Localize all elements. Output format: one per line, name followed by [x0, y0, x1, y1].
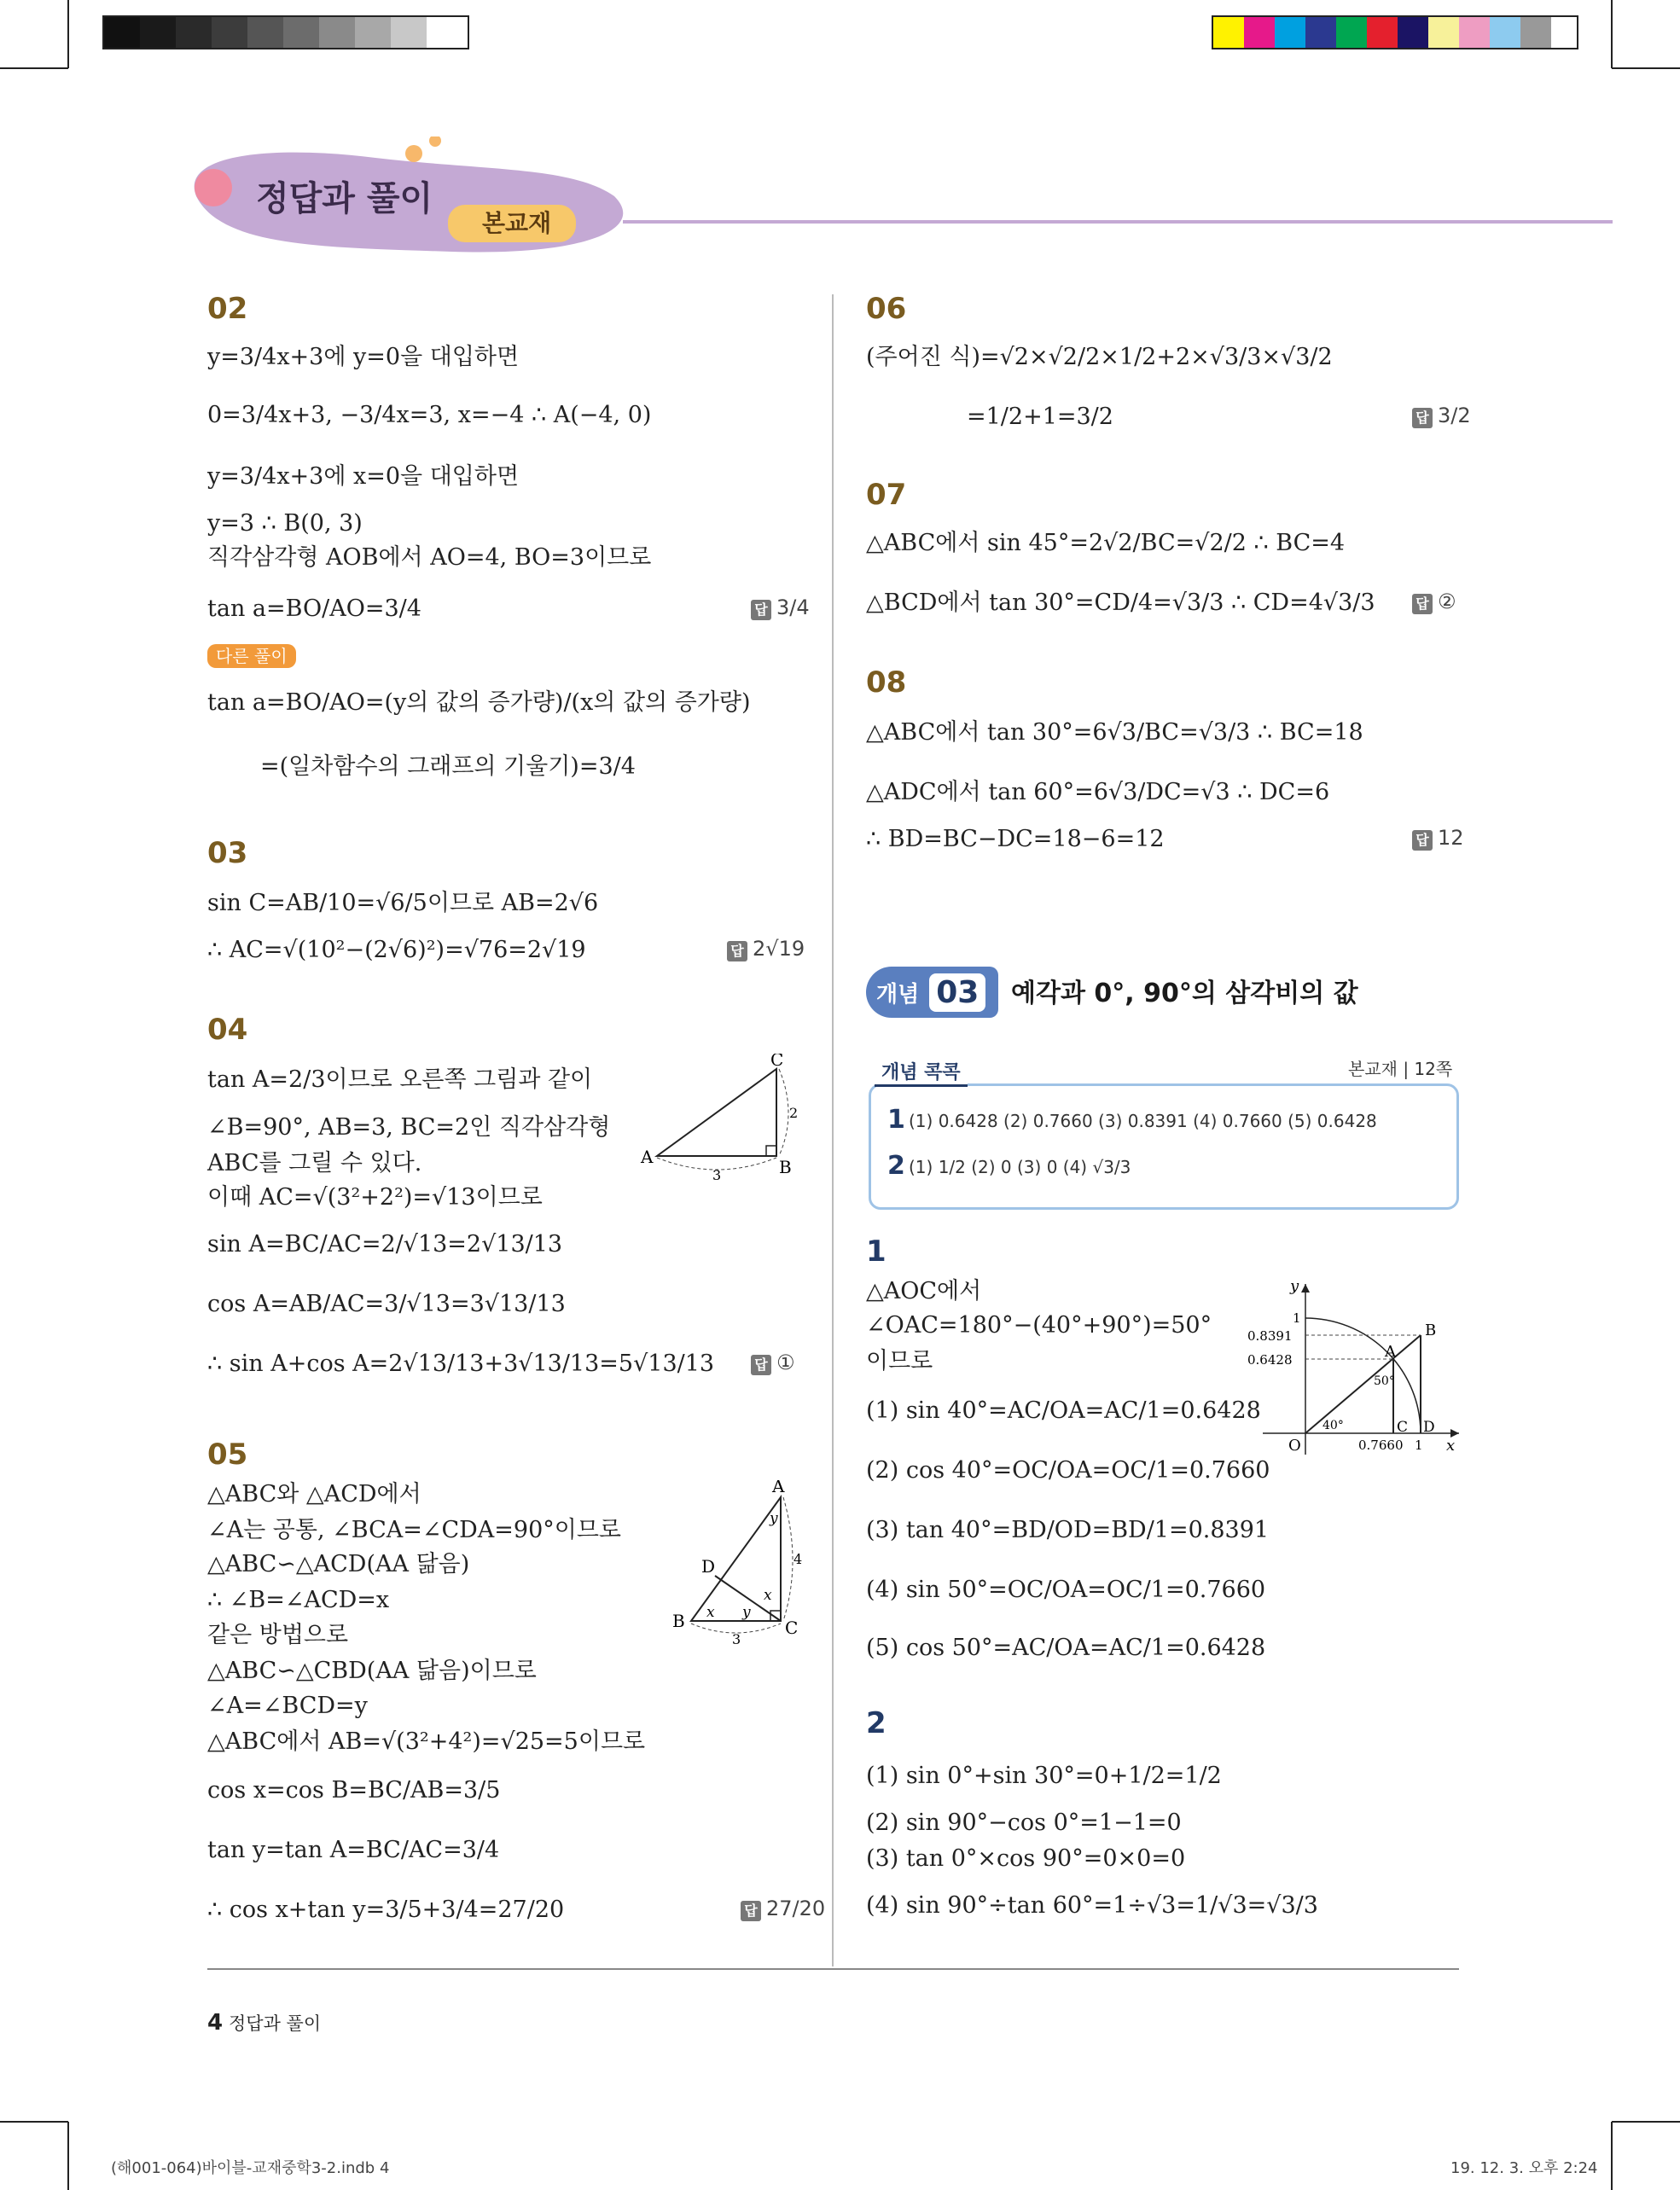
- text-line: (3) tan 40°=BD/OD=BD/1=0.8391: [866, 1517, 1270, 1543]
- text-line: ∠OAC=180°−(40°+90°)=50°: [866, 1312, 1212, 1339]
- vertex-label: C: [770, 1054, 784, 1070]
- triangle-figure-05: [666, 1480, 819, 1651]
- text-line: (1) sin 0°+sin 30°=0+1/2=1/2: [866, 1763, 1222, 1789]
- text-line: △ABC∽△ACD(AA 닮음): [207, 1551, 470, 1577]
- text-line: cos A=AB/AC=3/√13=3√13/13: [207, 1291, 566, 1317]
- text-line: =(일차함수의 그래프의 기울기)=3/4: [260, 753, 636, 780]
- text-line: (4) sin 50°=OC/OA=OC/1=0.7660: [866, 1577, 1266, 1603]
- text-line: ∴ BD=BC−DC=18−6=12: [866, 826, 1165, 852]
- side-label: 3: [712, 1167, 722, 1182]
- text-line: =1/2+1=3/2: [967, 404, 1113, 430]
- answer-badge: 답 3/4: [751, 597, 810, 620]
- box-row-number: 1: [887, 1105, 905, 1135]
- text-line: tan a=BO/AO=3/4: [207, 595, 421, 622]
- problem-number: 2: [866, 1706, 887, 1740]
- text-line: cos x=cos B=BC/AB=3/5: [207, 1777, 501, 1804]
- angle-label: y: [742, 1604, 751, 1621]
- angle-label: 40°: [1322, 1419, 1344, 1432]
- concept-label: 개념: [876, 981, 920, 1008]
- angle-label: y: [770, 1510, 778, 1527]
- text-line: △ABC에서 AB=√(3²+4²)=√25=5이므로: [207, 1728, 646, 1755]
- text-line: sin C=AB/10=√6/5이므로 AB=2√6: [207, 890, 599, 916]
- text-line: (2) sin 90°−cos 0°=1−1=0: [866, 1810, 1182, 1836]
- text-line: tan y=tan A=BC/AC=3/4: [207, 1837, 500, 1863]
- text-line: (1) sin 40°=AC/OA=AC/1=0.6428: [866, 1397, 1261, 1424]
- text-line: sin A=BC/AC=2/√13=2√13/13: [207, 1231, 563, 1258]
- point-label: B: [1425, 1322, 1437, 1339]
- alt-solution-tag: 다른 풀이: [207, 644, 296, 668]
- side-label: 2: [789, 1105, 799, 1121]
- text-line: △ADC에서 tan 60°=6√3/DC=√3 ∴ DC=6: [866, 779, 1330, 805]
- unit-circle-figure: [1246, 1275, 1468, 1459]
- page-number: 4: [207, 2010, 224, 2036]
- box-row-answers: (1) 1/2 (2) 0 (3) 0 (4) √3/3: [909, 1157, 1131, 1177]
- angle-label: 50°: [1374, 1374, 1395, 1388]
- text-line: △ABC에서 tan 30°=6√3/BC=√3/3 ∴ BC=18: [866, 719, 1363, 746]
- text-line: 직각삼각형 AOB에서 AO=4, BO=3이므로: [207, 544, 652, 571]
- tick-label: 1: [1415, 1438, 1423, 1453]
- side-label: 3: [732, 1631, 741, 1647]
- problem-number: 05: [207, 1438, 248, 1472]
- answer-badge: 답 2√19: [727, 938, 805, 961]
- header-tag: 본교재: [482, 209, 552, 237]
- text-line: (4) sin 90°÷tan 60°=1÷√3=1/√3=√3/3: [866, 1892, 1318, 1919]
- box-row-answers: (1) 0.6428 (2) 0.7660 (3) 0.8391 (4) 0.7660 (5) 0.6428: [909, 1111, 1377, 1131]
- text-line: ∠B=90°, AB=3, BC=2인 직각삼각형: [207, 1114, 611, 1141]
- concept-number: 03: [929, 973, 985, 1012]
- problem-number: 02: [207, 292, 248, 326]
- vertex-label: D: [701, 1556, 716, 1577]
- tick-label: 0.6428: [1247, 1352, 1293, 1368]
- angle-label: x: [764, 1587, 772, 1604]
- text-line: tan A=2/3이므로 오른쪽 그림과 같이: [207, 1066, 593, 1093]
- text-line: y=3/4x+3에 x=0을 대입하면: [207, 463, 520, 490]
- answer-badge: 답 3/2: [1412, 405, 1471, 428]
- problem-number: 04: [207, 1013, 248, 1047]
- page-title: 정답과 풀이: [256, 179, 433, 218]
- vertex-label: B: [779, 1157, 792, 1177]
- vertex-label: A: [641, 1147, 654, 1167]
- tick-label: 0.7660: [1358, 1438, 1404, 1453]
- text-line: tan a=BO/AO=(y의 값의 증가량)/(x의 값의 증가량): [207, 689, 751, 716]
- point-label: C: [1397, 1419, 1409, 1436]
- problem-number: 1: [866, 1234, 887, 1269]
- point-label: A: [1385, 1343, 1396, 1361]
- text-line: ∴ AC=√(10²−(2√6)²)=√76=2√19: [207, 937, 586, 963]
- vertex-label: C: [785, 1618, 799, 1638]
- mascot-icon: [195, 169, 232, 206]
- text-line: ABC를 그릴 수 있다.: [207, 1150, 422, 1176]
- answer-badge: 답 ②: [1412, 591, 1456, 614]
- text-line: (주어진 식)=√2×√2/2×1/2+2×√3/3×√3/2: [866, 344, 1333, 370]
- text-line: 0=3/4x+3, −3/4x=3, x=−4 ∴ A(−4, 0): [207, 402, 652, 428]
- text-line: ∠A는 공통, ∠BCA=∠CDA=90°이므로: [207, 1517, 622, 1543]
- text-line: △BCD에서 tan 30°=CD/4=√3/3 ∴ CD=4√3/3: [866, 590, 1375, 616]
- answer-badge: 답 12: [1412, 828, 1464, 851]
- text-line: (3) tan 0°×cos 90°=0×0=0: [866, 1845, 1186, 1872]
- footer-label: 정답과 풀이: [229, 2013, 322, 2034]
- text-line: y=3 ∴ B(0, 3): [207, 510, 363, 537]
- text-line: ∠A=∠BCD=y: [207, 1693, 368, 1719]
- problem-number: 03: [207, 836, 248, 870]
- axis-label: y: [1290, 1277, 1299, 1295]
- text-line: ∴ cos x+tan y=3/5+3/4=27/20: [207, 1897, 565, 1923]
- concept-box: [869, 1083, 1459, 1210]
- column-divider: [832, 294, 834, 1966]
- axis-label: x: [1446, 1437, 1456, 1455]
- answer-badge: 답 27/20: [741, 1898, 825, 1921]
- side-label: 4: [793, 1551, 803, 1567]
- text-line: 이때 AC=√(3²+2²)=√13이므로: [207, 1184, 543, 1211]
- vertex-label: A: [772, 1480, 785, 1496]
- text-line: ∴ ∠B=∠ACD=x: [207, 1587, 390, 1613]
- textbook-reference: 본교재 | 12쪽: [1348, 1059, 1453, 1079]
- footer-rule: [207, 1968, 1459, 1970]
- text-line: △AOC에서: [866, 1278, 982, 1304]
- text-line: y=3/4x+3에 y=0을 대입하면: [207, 344, 520, 370]
- text-line: 같은 방법으로: [207, 1622, 349, 1648]
- problem-number: 07: [866, 478, 907, 512]
- triangle-figure-04: [636, 1054, 806, 1182]
- text-line: (5) cos 50°=AC/OA=AC/1=0.6428: [866, 1635, 1266, 1661]
- problem-number: 08: [866, 665, 907, 700]
- tick-label: 0.8391: [1247, 1328, 1293, 1344]
- point-label: D: [1423, 1419, 1435, 1436]
- vertex-label: B: [672, 1611, 685, 1631]
- text-line: 이므로: [866, 1348, 933, 1374]
- concept-title: 예각과 0°, 90°의 삼각비의 값: [1011, 979, 1358, 1008]
- angle-label: x: [706, 1604, 715, 1621]
- text-line: △ABC∽△CBD(AA 닮음)이므로: [207, 1658, 537, 1684]
- answer-badge: 답 ①: [751, 1352, 795, 1375]
- text-line: △ABC와 △ACD에서: [207, 1481, 421, 1507]
- box-row-number: 2: [887, 1151, 905, 1181]
- point-label: O: [1288, 1437, 1301, 1455]
- problem-number: 06: [866, 292, 907, 326]
- print-date: 19. 12. 3. 오후 2:24: [1450, 2159, 1598, 2177]
- print-file-info: (해001-064)바이블-교재중학3-2.indb 4: [111, 2159, 390, 2177]
- text-line: (2) cos 40°=OC/OA=OC/1=0.7660: [866, 1457, 1270, 1484]
- concept-box-tag: 개념 콕콕: [875, 1062, 968, 1087]
- concept-badge: [866, 967, 998, 1018]
- tick-label: 1: [1293, 1310, 1301, 1326]
- text-line: ∴ sin A+cos A=2√13/13+3√13/13=5√13/13: [207, 1351, 715, 1377]
- text-line: △ABC에서 sin 45°=2√2/BC=√2/2 ∴ BC=4: [866, 530, 1346, 556]
